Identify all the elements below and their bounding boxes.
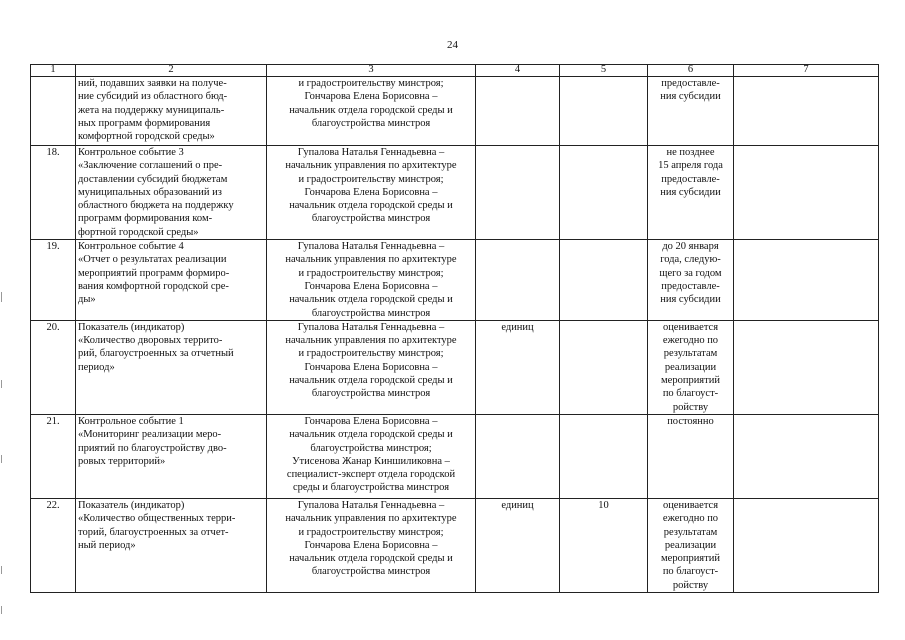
cell-text-line: начальник отдела городской среды и (289, 553, 453, 565)
cell-text: единиц (501, 321, 534, 333)
page-number: 24 (447, 39, 458, 51)
row-number-cell (31, 414, 76, 498)
column-header: 3 (267, 65, 476, 77)
cell-text-line: благоустройства минстроя; (310, 442, 432, 454)
cell-text-line: приятий по благоустройству дво- (78, 442, 227, 454)
margin-mark (1, 380, 2, 388)
note-cell (734, 146, 879, 240)
value-cell (560, 498, 648, 592)
row-number-cell (31, 320, 76, 414)
cell-text-line: реализации (664, 361, 717, 373)
cell-text-line: ежегодно по (662, 335, 719, 347)
cell-text-line: Гончарова Елена Борисовна – (304, 91, 438, 103)
table-row (31, 77, 879, 146)
cell-text-line: 15 апреля года (658, 160, 723, 172)
table-body (31, 77, 879, 593)
cell-text-line: «Отчет о результатах реализации (78, 254, 227, 266)
margin-mark (1, 455, 2, 463)
cell-text-line: начальник управления по архитектуре (285, 160, 457, 172)
cell-text-line: ния субсидии (660, 186, 721, 198)
term-cell (648, 320, 734, 414)
value-cell (560, 240, 648, 321)
cell-text-line: предоставле- (661, 78, 720, 89)
cell-text-line: начальник отдела городской среды и (289, 294, 453, 306)
cell-text-line: ды» (78, 294, 96, 306)
cell-text-line: Гончарова Елена Борисовна – (304, 280, 438, 292)
cell-text-line: вания комфортной городской сре- (78, 280, 229, 292)
note-cell (734, 320, 879, 414)
cell-text-line: начальник управления по архитектуре (285, 335, 457, 347)
cell-text-line: ройству (672, 579, 709, 591)
cell-text-line: по благоуст- (662, 566, 719, 578)
cell-text-line: начальник отдела городской среды и (289, 104, 453, 116)
responsible-cell (267, 320, 476, 414)
cell-text-line: «Мониторинг реализации меро- (78, 429, 222, 441)
cell-text-line: начальник управления по архитектуре (285, 254, 457, 266)
cell-text: 22. (46, 499, 60, 511)
cell-text: 10 (598, 499, 609, 511)
cell-text-line: и градостроительству минстроя; (298, 348, 444, 360)
table-row (31, 414, 879, 498)
row-number-cell (31, 146, 76, 240)
responsible-cell (267, 498, 476, 592)
cell-text-line: ния субсидии (660, 294, 721, 306)
cell-text-line: доставлении субсидий бюджетам (78, 173, 228, 185)
cell-text-line: рий, благоустроенных за отчетный (78, 348, 234, 360)
cell-text: 21. (46, 415, 60, 427)
cell-text-line: программ формирования ком- (78, 213, 213, 225)
cell-text-line: года, следую- (660, 254, 721, 266)
row-number-cell (31, 77, 76, 146)
cell-text-line: начальник отдела городской среды и (289, 200, 453, 212)
responsible-cell (267, 240, 476, 321)
cell-text-line: Гончарова Елена Борисовна – (304, 361, 438, 373)
cell-text-line: Гончарова Елена Борисовна – (304, 539, 438, 551)
note-cell (734, 77, 879, 146)
cell-text-line: ния субсидии (660, 91, 721, 103)
cell-text-line: ровых территорий» (78, 455, 166, 467)
cell-text-line: специалист-эксперт отдела городской (286, 469, 456, 481)
cell-text-line: Гупалова Наталья Геннадьевна – (297, 147, 445, 158)
cell-text-line: результатам (663, 348, 718, 360)
cell-text-line: оценивается (662, 321, 719, 333)
cell-text-line: благоустройства минстроя (311, 566, 431, 578)
cell-text-line: до 20 января (662, 241, 719, 253)
event-name-cell (76, 414, 267, 498)
cell-text-line: ный период» (78, 539, 136, 551)
column-numbers-row (31, 65, 879, 77)
column-header: 6 (648, 65, 734, 77)
cell-text-line: благоустройства минстроя (311, 307, 431, 319)
unit-cell (476, 320, 560, 414)
cell-text-line: Гупалова Наталья Геннадьевна – (297, 499, 445, 511)
cell-text-line: начальник отдела городской среды и (289, 375, 453, 387)
column-header: 1 (31, 65, 76, 77)
cell-text-line: мероприятий программ формиро- (78, 267, 230, 279)
cell-text-line: начальник управления по архитектуре (285, 513, 457, 525)
cell-text-line: оценивается (662, 499, 719, 511)
cell-text-line: ние субсидий из областного бюд- (78, 91, 228, 103)
cell-text-line: «Количество дворовых террито- (78, 335, 223, 347)
cell-text-line: «Заключение соглашений о пре- (78, 160, 223, 172)
table-row (31, 146, 879, 240)
cell-text-line: и градостроительству минстроя; (298, 173, 444, 185)
cell-text-line: и градостроительству минстроя; (298, 78, 444, 89)
margin-mark (1, 292, 2, 302)
cell-text-line: Показатель (индикатор) (78, 321, 185, 333)
value-cell (560, 414, 648, 498)
value-cell (560, 77, 648, 146)
cell-text: 19. (46, 241, 60, 253)
cell-text-line: период» (78, 361, 115, 373)
cell-text-line: и градостроительству минстроя; (298, 526, 444, 538)
note-cell (734, 498, 879, 592)
cell-text-line: Гупалова Наталья Геннадьевна – (297, 321, 445, 333)
column-header: 7 (734, 65, 879, 77)
unit-cell (476, 77, 560, 146)
cell-text-line: благоустройства минстроя (311, 117, 431, 129)
cell-text-line: торий, благоустроенных за отчет- (78, 526, 229, 538)
value-cell (560, 320, 648, 414)
event-name-cell (76, 498, 267, 592)
cell-text-line: муниципальных образований из (78, 186, 222, 198)
event-name-cell (76, 146, 267, 240)
table-row (31, 498, 879, 592)
cell-text-line: Гончарова Елена Борисовна – (304, 186, 438, 198)
event-name-cell (76, 240, 267, 321)
cell-text-line: по благоуст- (662, 388, 719, 400)
unit-cell (476, 146, 560, 240)
responsible-cell (267, 77, 476, 146)
cell-text-line: Контрольное событие 1 (78, 415, 184, 427)
event-name-cell (76, 77, 267, 146)
margin-mark (1, 606, 2, 614)
term-cell (648, 146, 734, 240)
term-cell (648, 498, 734, 592)
cell-text-line: предоставле- (661, 280, 720, 292)
cell-text-line: Контрольное событие 3 (78, 147, 184, 158)
cell-text-line: постоянно (667, 415, 714, 427)
column-header: 2 (76, 65, 267, 77)
note-cell (734, 414, 879, 498)
row-number-cell (31, 498, 76, 592)
program-table (30, 64, 879, 593)
term-cell (648, 240, 734, 321)
cell-text-line: не позднее (666, 147, 715, 158)
term-cell (648, 414, 734, 498)
cell-text-line: комфортной городской среды» (78, 131, 215, 143)
cell-text-line: Гончарова Елена Борисовна – (304, 415, 438, 427)
cell-text-line: Контрольное событие 4 (78, 241, 184, 253)
cell-text: 18. (46, 147, 60, 158)
cell-text-line: результатам (663, 526, 718, 538)
cell-text: 20. (46, 321, 60, 333)
cell-text-line: фортной городской среды» (78, 226, 199, 238)
column-header: 5 (560, 65, 648, 77)
cell-text-line: Показатель (индикатор) (78, 499, 185, 511)
table-row (31, 240, 879, 321)
cell-text-line: среды и благоустройства минстроя (292, 482, 450, 494)
cell-text-line: областного бюджета на поддержку (78, 200, 234, 212)
cell-text-line: мероприятий (661, 553, 720, 565)
cell-text-line: благоустройства минстроя (311, 388, 431, 400)
margin-mark (1, 566, 2, 574)
cell-text-line: ных программ формирования (78, 117, 211, 129)
cell-text-line: реализации (664, 539, 717, 551)
value-cell (560, 146, 648, 240)
column-header: 4 (476, 65, 560, 77)
event-name-cell (76, 320, 267, 414)
responsible-cell (267, 414, 476, 498)
cell-text-line: Гупалова Наталья Геннадьевна – (297, 241, 445, 253)
responsible-cell (267, 146, 476, 240)
cell-text-line: ний, подавших заявки на получе- (78, 78, 227, 89)
cell-text-line: Утисенова Жанар Киншиликовна – (292, 455, 450, 467)
cell-text-line: благоустройства минстроя (311, 213, 431, 225)
note-cell (734, 240, 879, 321)
unit-cell (476, 414, 560, 498)
cell-text-line: жета на поддержку муниципаль- (78, 104, 225, 116)
cell-text-line: ежегодно по (662, 513, 719, 525)
cell-text-line: и градостроительству минстроя; (298, 267, 444, 279)
cell-text-line: щего за годом (659, 267, 722, 279)
cell-text-line: предоставле- (661, 173, 720, 185)
term-cell (648, 77, 734, 146)
unit-cell (476, 498, 560, 592)
cell-text-line: «Количество общественных терри- (78, 513, 236, 525)
table-row (31, 320, 879, 414)
cell-text-line: ройству (672, 401, 709, 413)
row-number-cell (31, 240, 76, 321)
cell-text: единиц (501, 499, 534, 511)
unit-cell (476, 240, 560, 321)
cell-text-line: начальник отдела городской среды и (289, 429, 453, 441)
cell-text-line: мероприятий (661, 375, 720, 387)
